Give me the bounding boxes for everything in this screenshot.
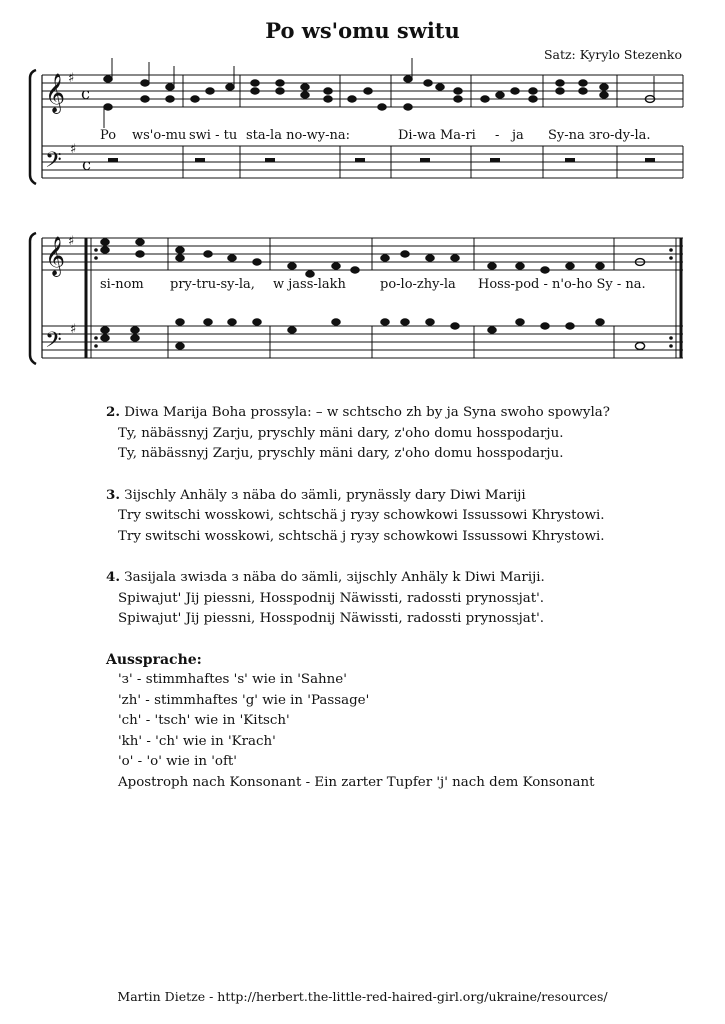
pronunciation-line: 'ch' - 'tsch' wie in 'Kitsch' [118, 713, 290, 728]
footer-credit: Martin Dietze - http://herbert.the-little-red-haired-girl.org/ukraine/resources/ [117, 989, 608, 1004]
common-time-icon: c [81, 84, 90, 103]
treble-clef-icon: 𝄞 [45, 236, 66, 276]
lyric-syllable: Hoss-pod - n'o-ho Sy - na. [478, 277, 646, 292]
lyric-syllable: Po [100, 128, 117, 143]
arranger-credit: Satz: Kyrylo Stezenko [543, 47, 682, 62]
lyric-syllable: swi - tu [189, 128, 238, 143]
lyric-syllable: ja [512, 128, 524, 143]
verse-line: Diwa Marija Boha prossyla: – w schtscho zh by ja Syna swoho spowyla? [124, 405, 610, 420]
score-title: Po ws'omu switu [265, 18, 460, 43]
system1-lyrics [100, 128, 651, 143]
system1-bass-rests [108, 158, 655, 162]
lyric-syllable: - [495, 128, 500, 143]
lyric-syllable: po-lo-zhy-la [380, 277, 456, 292]
lyric-syllable: si-nom [100, 277, 144, 292]
verses-section [106, 402, 706, 793]
system2-treble-notes [101, 239, 645, 277]
lyric-syllable: ws'o-mu [132, 128, 187, 143]
pronunciation-line: 'з' - stimmhaftes 's' wie in 'Sahne' [118, 672, 347, 687]
verse-3 [106, 485, 706, 548]
verse-line: Try switschi wosskowi, schtschä j ryзy schowkowi Issussowi Khrystowi. [118, 508, 605, 523]
pronunciation-line: 'kh' - 'ch' wie in 'Krach' [118, 733, 276, 749]
system1-treble-notes [104, 58, 655, 128]
music-score [0, 0, 725, 380]
bass-clef-icon: 𝄢 [45, 328, 62, 358]
lyric-syllable: Di-wa Ma-ri [398, 128, 476, 143]
verse-4 [106, 567, 706, 630]
key-sharp-icon: ♯ [68, 234, 75, 249]
pronunciation-heading: Aussprache: [106, 651, 202, 668]
verse-number: 2. [106, 404, 120, 420]
lyric-syllable: pry-tru-sy-la, [170, 277, 255, 292]
common-time-icon: c [82, 155, 91, 174]
verse-number: 4. [106, 569, 120, 585]
verse-line: Spiwajut' Jij piessni, Hosspodnij Näwissti, radossti prynossjat'. [118, 611, 545, 626]
verse-line: Зijschly Anhäly з näba do зämli, prynässly dary Diwi Mariji [124, 487, 526, 503]
system2-lyrics [100, 277, 646, 292]
key-sharp-icon: ♯ [70, 322, 77, 337]
pronunciation-line: 'o' - 'o' wie in 'oft' [118, 754, 237, 769]
lyric-syllable: sta-la no-wy-na: [246, 128, 351, 143]
pronunciation-line: Apostroph nach Konsonant - Ein zarter Tupfer 'j' nach dem Konsonant [118, 774, 595, 790]
lyric-syllable: w jass-lakh [273, 277, 346, 292]
treble-clef-icon: 𝄞 [45, 73, 66, 113]
pronunciation-line: 'zh' - stimmhaftes 'g' wie in 'Passage' [118, 692, 370, 708]
verse-2 [106, 402, 706, 465]
bass-clef-icon: 𝄢 [45, 148, 62, 178]
verse-line: Try switschi wosskowi, schtschä j ryзy schowkowi Issussowi Khrystowi. [118, 528, 605, 544]
verse-line: Ty, näbässnyj Zarju, pryschly mäni dary, z'oho domu hosspodarju. [118, 425, 564, 441]
verse-number: 3. [106, 486, 120, 503]
key-sharp-icon: ♯ [70, 142, 77, 157]
verse-line: Ty, näbässnyj Zarju, pryschly mäni dary, z'oho domu hosspodarju. [118, 446, 564, 461]
key-sharp-icon: ♯ [68, 71, 75, 86]
verse-line: Spiwajut' Jij piessni, Hosspodnij Näwissti, radossti prynossjat'. [118, 590, 545, 606]
lyric-syllable: Sy-na зro-dy-la. [548, 128, 651, 143]
verse-line: Зasijala зwiзda з näba do зämli, зijschly Anhäly k Diwi Mariji. [124, 570, 545, 585]
